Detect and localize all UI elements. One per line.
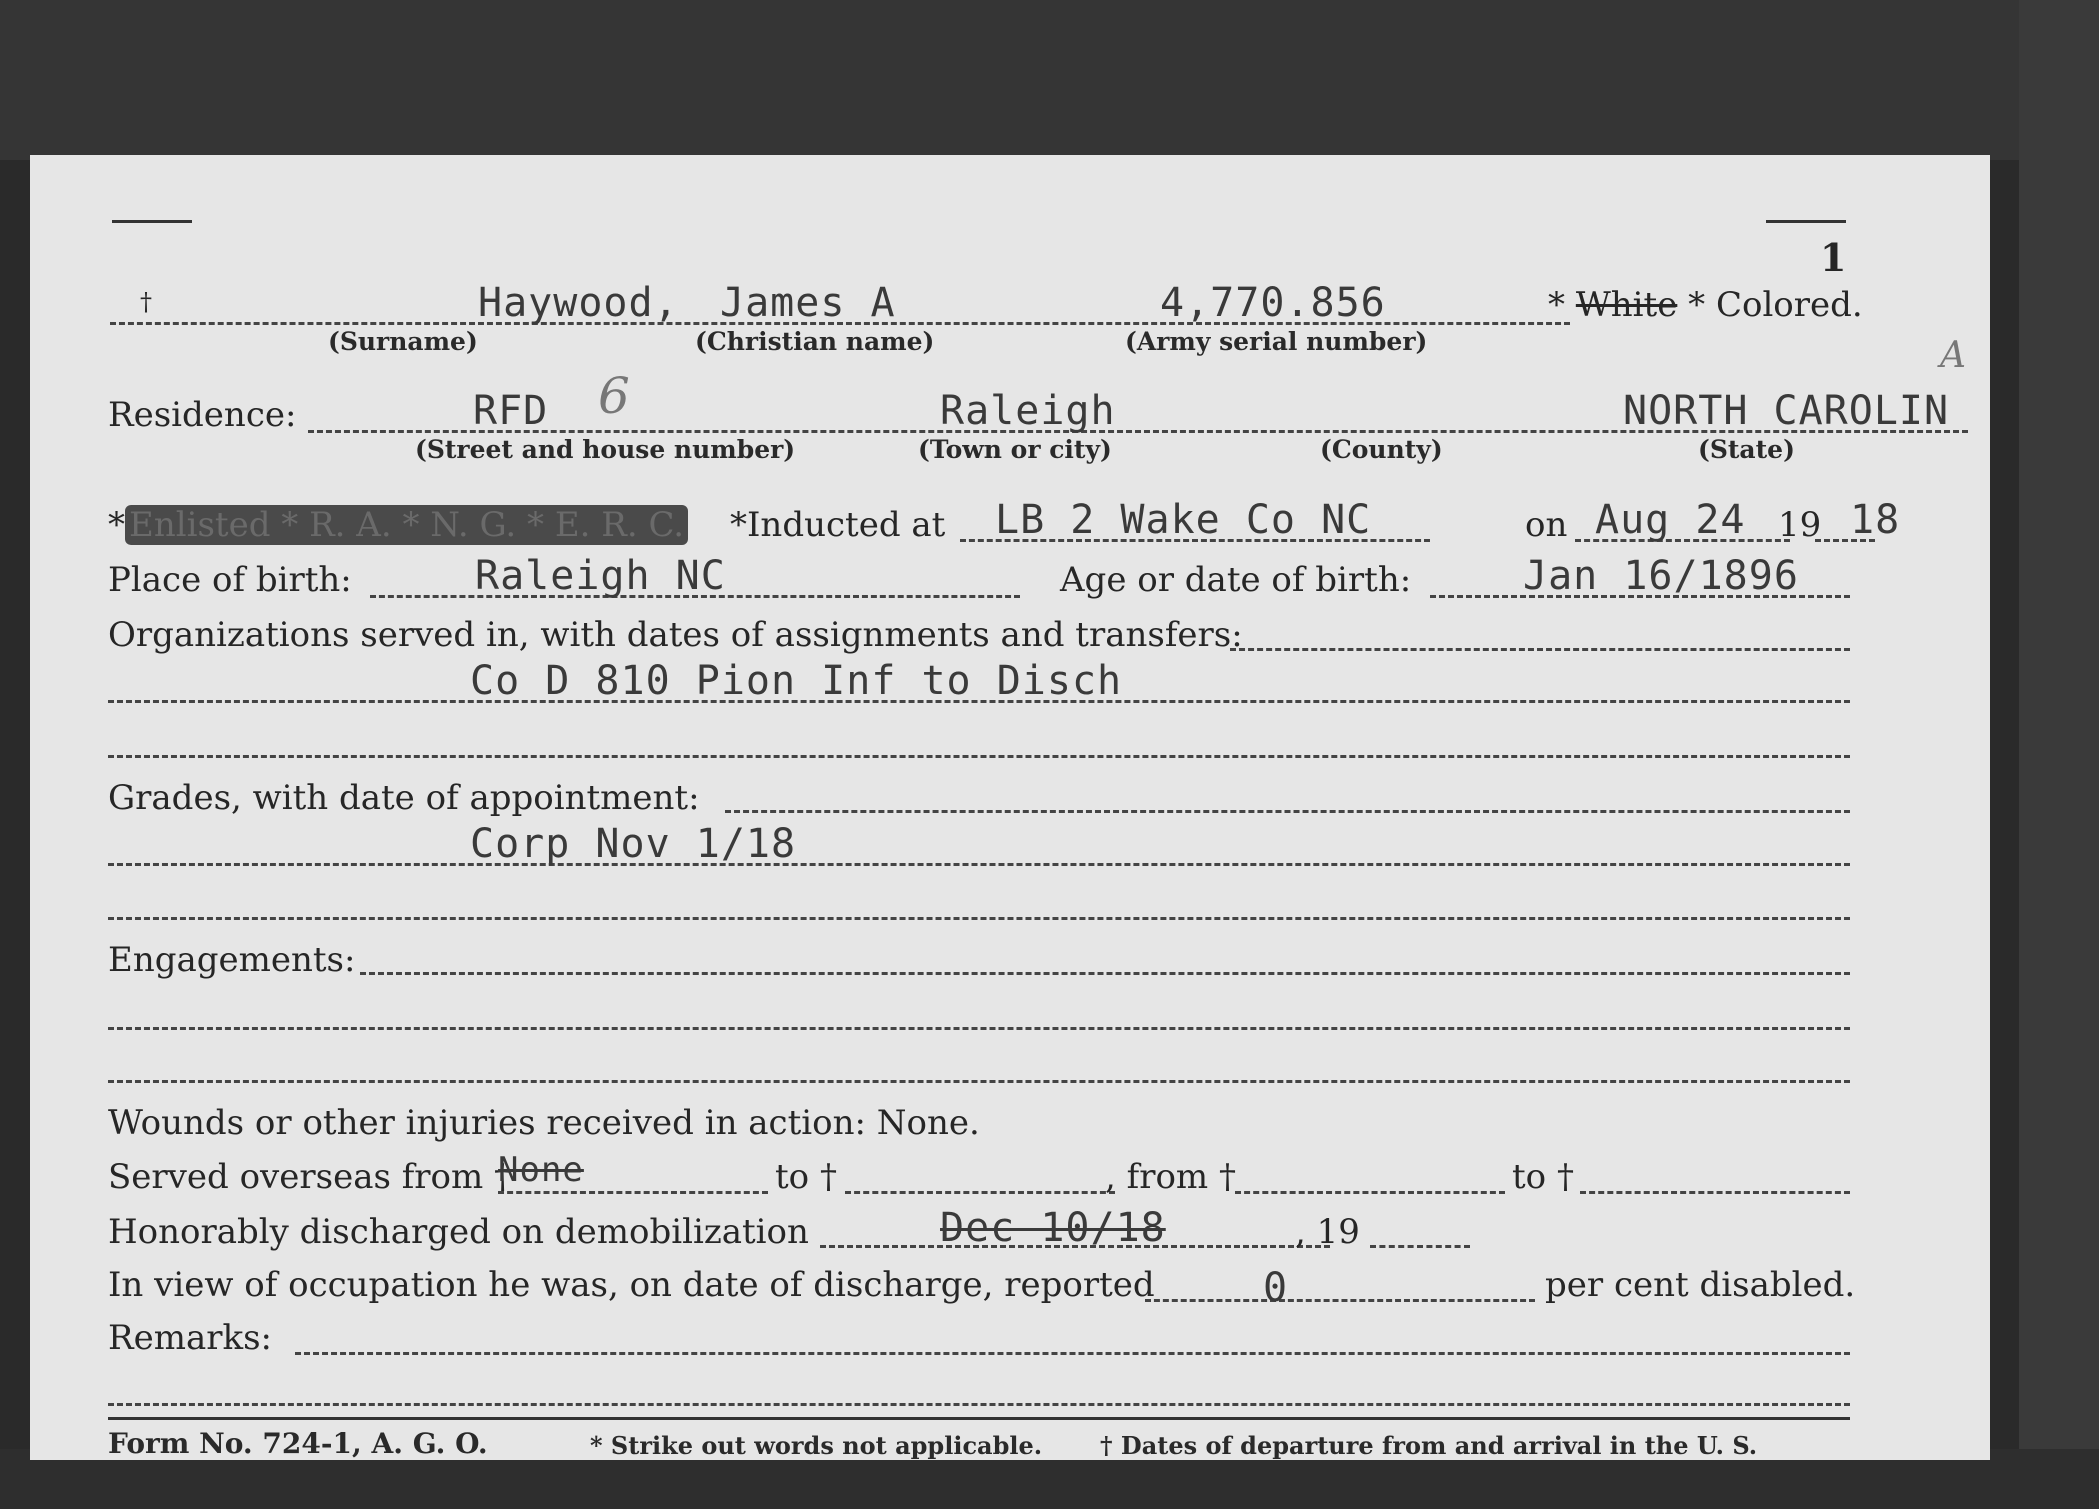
induction-year-value: 18 xyxy=(1850,497,1901,543)
form-number: Form No. 724-1, A. G. O. xyxy=(108,1427,488,1460)
enlistment-options-struck: Enlisted * R. A. * N. G. * E. R. C. xyxy=(125,505,688,545)
residence-label: Residence: xyxy=(108,395,297,435)
place-of-birth-value: Raleigh NC xyxy=(475,553,726,599)
discharge-year-label: , 19 xyxy=(1295,1212,1360,1252)
remarks-line-1 xyxy=(295,1352,1850,1355)
overseas-value: None xyxy=(498,1150,584,1190)
grades-value: Corp Nov 1/18 xyxy=(470,821,797,867)
enlistment-options: * Enlisted * R. A. * N. G. * E. R. C. xyxy=(108,505,688,545)
state-handwritten: A xyxy=(1940,335,1966,376)
colored-label: Colored. xyxy=(1715,285,1863,325)
age-label: Age or date of birth: xyxy=(1060,560,1412,600)
christian-name-value: James A xyxy=(720,280,896,326)
disability-suffix: per cent disabled. xyxy=(1545,1265,1856,1305)
engagements-line-3 xyxy=(108,1080,1850,1083)
serial-number-value: 4,770.856 xyxy=(1160,280,1386,326)
header-mark: † xyxy=(140,288,152,316)
scan-background-right xyxy=(2019,0,2099,1509)
discharge-value: Dec 10/18 xyxy=(940,1205,1166,1251)
asterisk: * xyxy=(1548,285,1576,325)
top-left-rule xyxy=(112,220,192,223)
street-handwritten: 6 xyxy=(598,367,630,425)
inducted-label: *Inducted at xyxy=(730,505,946,545)
engagements-line-2 xyxy=(108,1027,1850,1030)
age-value: Jan 16/1896 xyxy=(1523,553,1799,599)
grades-label: Grades, with date of appointment: xyxy=(108,778,700,818)
footer-rule xyxy=(108,1417,1850,1420)
wounds-label: Wounds or other injuries received in action: None. xyxy=(108,1103,980,1143)
organizations-line-1 xyxy=(1230,648,1850,651)
engagements-line-1 xyxy=(360,972,1850,975)
grades-line-3 xyxy=(108,917,1850,920)
organizations-value: Co D 810 Pion Inf to Disch xyxy=(470,658,1123,704)
remarks-label: Remarks: xyxy=(108,1318,272,1358)
scan-background-top xyxy=(0,0,2099,160)
year-prefix: 19 xyxy=(1778,505,1822,545)
footer-note-2: † Dates of departure from and arrival in the U. S. xyxy=(1100,1431,1758,1460)
christian-name-caption: (Christian name) xyxy=(695,327,935,356)
state-value: NORTH CAROLIN xyxy=(1623,388,1950,434)
disability-line xyxy=(1145,1299,1535,1302)
on-label: on xyxy=(1525,505,1568,545)
street-caption: (Street and house number) xyxy=(415,435,796,464)
organizations-line-3 xyxy=(108,755,1850,758)
street-value: RFD xyxy=(473,388,549,434)
discharge-year-line xyxy=(1370,1245,1470,1248)
county-caption: (County) xyxy=(1320,435,1443,464)
white-label: White xyxy=(1575,285,1678,325)
engagements-label: Engagements: xyxy=(108,940,356,980)
town-caption: (Town or city) xyxy=(918,435,1112,464)
surname-value: Haywood, xyxy=(478,280,679,326)
overseas-from2-line xyxy=(1235,1191,1505,1194)
discharge-label: Honorably discharged on demobilization xyxy=(108,1212,809,1252)
organizations-label: Organizations served in, with dates of assignments and transfers: xyxy=(108,615,1243,655)
surname-caption: (Surname) xyxy=(328,327,478,356)
race-options xyxy=(1548,285,1863,325)
induction-date-value: Aug 24 xyxy=(1595,497,1746,543)
overseas-to2-label: to † xyxy=(1512,1157,1574,1197)
serial-number-caption: (Army serial number) xyxy=(1125,327,1428,356)
remarks-line-2 xyxy=(108,1403,1850,1406)
place-of-birth-label: Place of birth: xyxy=(108,560,352,600)
card-number: 1 xyxy=(1820,235,1847,280)
grades-line-2 xyxy=(108,863,1850,866)
town-value: Raleigh xyxy=(940,388,1116,434)
service-record-card xyxy=(30,155,1990,1460)
grades-line-1 xyxy=(725,810,1850,813)
overseas-to-line xyxy=(845,1191,1115,1194)
overseas-to2-line xyxy=(1580,1191,1850,1194)
disability-label: In view of occupation he was, on date of discharge, reported xyxy=(108,1265,1155,1305)
disability-value: 0 xyxy=(1263,1265,1289,1311)
overseas-from-line xyxy=(498,1191,768,1194)
state-caption: (State) xyxy=(1698,435,1795,464)
inducted-value: LB 2 Wake Co NC xyxy=(995,497,1372,543)
top-right-rule xyxy=(1766,220,1846,223)
footer-note-1: * Strike out words not applicable. xyxy=(590,1431,1043,1460)
overseas-to-label: to † xyxy=(775,1157,837,1197)
asterisk: * xyxy=(1677,285,1716,325)
overseas-from2-label: , from † xyxy=(1105,1157,1236,1197)
overseas-label: Served overseas from † xyxy=(108,1157,512,1197)
